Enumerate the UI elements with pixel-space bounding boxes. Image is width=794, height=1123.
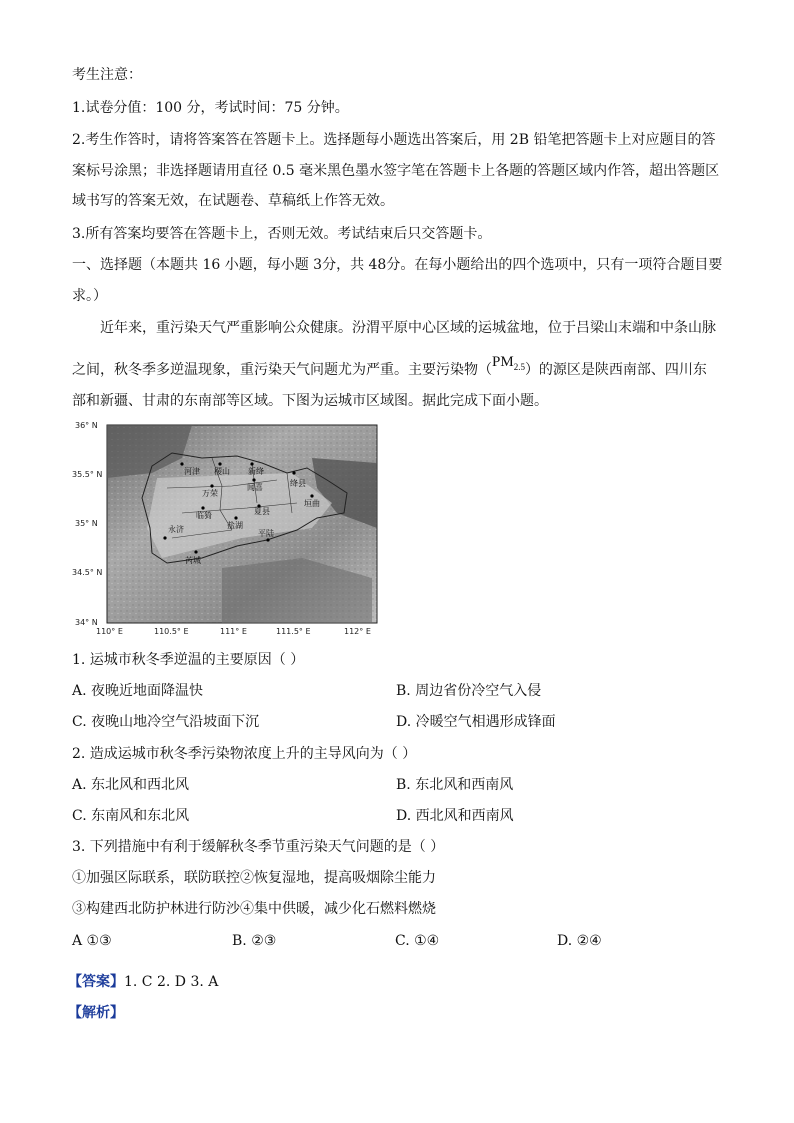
city-label-yuanqu: 垣曲 bbox=[304, 499, 320, 508]
question-1-stem: 1. 运城市秋冬季逆温的主要原因（ ） bbox=[72, 652, 305, 668]
city-label-ruicheng: 芮城 bbox=[185, 556, 201, 565]
passage-line-1: 近年来，重污染天气严重影响公众健康。汾渭平原中心区域的运城盆地，位于吕梁山末端和中条山脉 bbox=[100, 320, 716, 336]
passage-line-3: 部和新疆、甘肃的东南部等区域。下图为运城市区域图。据此完成下面小题。 bbox=[72, 393, 548, 409]
passage-line-2-post: ）的源区是陕西南部、四川东 bbox=[524, 362, 707, 378]
question-2-option-b[interactable]: B. 东北风和西南风 bbox=[396, 777, 514, 793]
question-1-option-c[interactable]: C. 夜晚山地冷空气沿坡面下沉 bbox=[72, 714, 260, 730]
city-xiaxian bbox=[254, 504, 270, 516]
passage-line-2-pre: 之间，秋冬季多逆温现象，重污染天气问题尤为严重。主要污染物（ bbox=[72, 362, 492, 378]
question-3-stem: 3. 下列措施中有利于缓解秋冬季节重污染天气问题的是（ ） bbox=[72, 839, 445, 855]
lat-label-34: 34° N bbox=[75, 618, 98, 627]
lon-label-111: 111° E bbox=[220, 627, 247, 636]
lon-label-111-5: 111.5° E bbox=[276, 627, 311, 636]
lon-label-110: 110° E bbox=[96, 627, 123, 636]
question-2-option-d[interactable]: D. 西北风和西南风 bbox=[396, 808, 514, 824]
lat-label-35-5: 35.5° N bbox=[72, 470, 103, 479]
city-label-jishan: 稷山 bbox=[214, 467, 230, 476]
question-2-option-c[interactable]: C. 东南风和东北风 bbox=[72, 808, 190, 824]
answer-tag: 【答案】 bbox=[68, 974, 124, 990]
notice-item-2-line-1: 2.考生作答时，请将答案答在答题卡上。选择题每小题选出答案后，用 2B 铅笔把答题卡上对应题目的答 bbox=[72, 132, 716, 148]
city-label-xinjiang: 新绛 bbox=[248, 467, 264, 476]
pm-subscript: 2.5 bbox=[513, 362, 525, 372]
lon-label-112: 112° E bbox=[344, 627, 371, 636]
notice-title: 考生注意： bbox=[72, 67, 142, 83]
pm-label: PM bbox=[492, 354, 514, 370]
city-label-wenxi: 闻喜 bbox=[247, 483, 263, 492]
notice-item-2-line-2: 案标号涂黑；非选择题请用直径 0.5 毫米黑色墨水签字笔在答题卡上各题的答题区域内作答，超出答题区 bbox=[72, 163, 720, 179]
notice-item-1: 1.试卷分值：100 分，考试时间：75 分钟。 bbox=[72, 100, 349, 116]
answer-text: 1. C 2. D 3. A bbox=[124, 974, 219, 990]
city-label-hejin: 河津 bbox=[184, 467, 200, 476]
question-2-stem: 2. 造成运城市秋冬季污染物浓度上升的主导风向为（ ） bbox=[72, 746, 417, 762]
city-label-yongji: 永济 bbox=[168, 525, 184, 534]
question-3-statement-1: ①加强区际联系，联防联控②恢复湿地，提高吸烟除尘能力 bbox=[72, 870, 436, 886]
pm-symbol bbox=[492, 354, 525, 370]
analysis-tag: 【解析】 bbox=[68, 1005, 124, 1021]
lat-label-34-5: 34.5° N bbox=[72, 568, 103, 577]
question-1-option-a[interactable]: A. 夜晚近地面降温快 bbox=[72, 683, 204, 699]
city-label-linyi: 临猗 bbox=[196, 511, 212, 520]
lat-label-36: 36° N bbox=[75, 421, 98, 430]
notice-item-2-line-3: 域书写的答案无效，在试题卷、草稿纸上作答无效。 bbox=[72, 193, 394, 209]
city-label-jiangxian: 绛县 bbox=[290, 479, 306, 488]
section-heading-line-2: 求。） bbox=[72, 288, 107, 304]
question-3-option-d[interactable]: D. ②④ bbox=[557, 933, 602, 949]
question-2-option-a[interactable]: A. 东北风和西北风 bbox=[72, 777, 190, 793]
question-3-statement-2: ③构建西北防护林进行防沙④集中供暖，减少化石燃料燃烧 bbox=[72, 901, 436, 917]
notice-item-3: 3.所有答案均要答在答题卡上，否则无效。考试结束后只交答题卡。 bbox=[72, 226, 492, 242]
city-label-wanrong: 万荣 bbox=[202, 489, 218, 498]
city-label-pinglu: 平陆 bbox=[258, 529, 274, 538]
analysis-line bbox=[68, 1004, 124, 1022]
question-1-option-b[interactable]: B. 周边省份冷空气入侵 bbox=[396, 683, 542, 699]
question-3-option-c[interactable]: C. ①④ bbox=[395, 933, 440, 949]
question-3-option-a[interactable]: A ①③ bbox=[72, 933, 112, 949]
question-1-option-d[interactable]: D. 冷暖空气相遇形成锋面 bbox=[396, 714, 556, 730]
city-label-yanhu: 盐湖 bbox=[227, 521, 243, 530]
answer-line bbox=[68, 973, 218, 991]
lat-label-35: 35° N bbox=[75, 519, 98, 528]
yuncheng-region-map bbox=[72, 418, 382, 640]
question-3-option-b[interactable]: B. ②③ bbox=[232, 933, 277, 949]
passage-line-2 bbox=[72, 354, 707, 380]
lon-label-110-5: 110.5° E bbox=[154, 627, 189, 636]
city-label-xiaxian: 夏县 bbox=[254, 507, 270, 516]
section-heading-line-1: 一、选择题（本题共 16 小题，每小题 3分，共 48分。在每小题给出的四个选项中，只有一项符合题目要 bbox=[72, 257, 723, 273]
